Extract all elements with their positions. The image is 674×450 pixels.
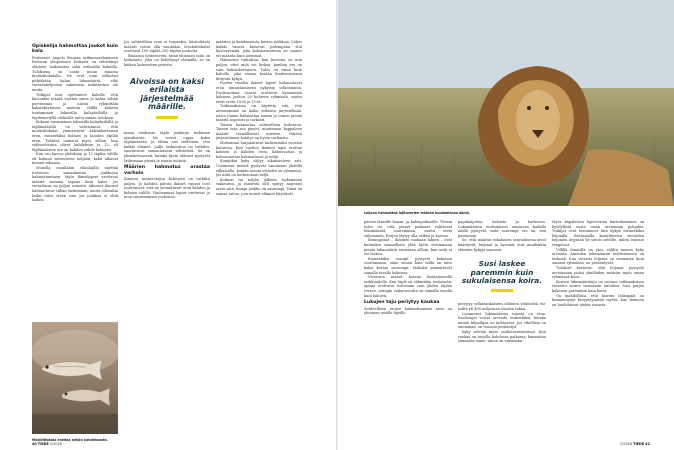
issue-number: 2/2016 <box>49 442 62 446</box>
lion-photo <box>338 0 674 206</box>
pull-quote-accent <box>491 289 513 292</box>
left-column-3 <box>216 40 302 432</box>
body-paragraph: papukaijoista, kaloista ja karhuista. Lukumäärien erottamisen omaisuus kaikilla näillä pystyvät, mitä suurempi ero on, sitä paremmin. <box>458 220 546 238</box>
lead-paragraph: Professori Angelo Bisazza tutkimusryhmineen Padovan yliopistosta Italiasta on selvittänyt eläinten laskutaitoa sekä erilaisilla kokeilla. Tuloksena on saatu muun muassa moskiittokalalla. Ne ovat nuin selkeästi pitkiäkään kalan lukumääriä, eikä vertailukelpoisia sukulaisia tutkittavina ole muita. <box>32 55 118 92</box>
body-paragraph: Jos suhteellista eroa ei tarpeeksi, käsiteltävät määrät voivat olla suuriakin. Moskiittokalat erottavat 100 täplää 200 täplän joukosta. <box>124 40 210 54</box>
body-paragraph: On mahdollista, että koirien laskupäät on himmentynyt kesyyntymisen myötä, kun ihminen on huolehtinut niiden ruoasta. <box>552 293 644 307</box>
body-paragraph: Tutkimuksissa on käytetty sitä, että aivoissamme on kaksi erilaista järjestelmää, joista toinen hahmottaa suuria ja toinen pieniä määriä nopeasti ja tarkasti. <box>216 104 302 123</box>
body-paragraph: Kyky selviää myös saalistusetsintässä. Kun ruokaa on tarjolla kahdessa paikassa, kannattaa suunnata sinne, missä on enemmän. <box>458 329 546 344</box>
pull-quote-text: Susi laskee paremmin kuin sukulaisensa koira. <box>461 259 543 285</box>
right-folio <box>620 442 650 446</box>
article-heading: Opiskelija hahmottaa joukot kuin kala <box>32 44 118 55</box>
body-paragraph: Kolmen tai neljän jälkeen laskeminen vaikeutuu, ja mielestä silti syntyy nopeasti arvio siitä, kumpi joukko on suurempi. Tämä on samaa taitoa, jota monet eläimet käyttävät. <box>216 177 302 196</box>
section-heading: Määrien hahmotus orastaa varhain <box>124 165 210 176</box>
body-paragraph: periytyy selkärankaisten eläinten yhteiseltä esi-isältä yli 400 miljoonan vuoden takaa. <box>458 302 546 311</box>
body-paragraph: Suhteellisen erojen hahmottamisen taito on yhteinen useille lajeille. <box>364 306 452 316</box>
lion-caption: Leijona hahmottaa lajitoverien määrän kuulemiensa ääniä. <box>364 211 471 215</box>
section-heading: Lukujen taju periytyy kaukaa <box>364 300 440 306</box>
issue-number: 2/2016 <box>620 442 633 446</box>
body-paragraph: Koirien lukumäärätaju on useissa tutkimuksissa verrattu susien vastaaviin taitoihin. Susi pärjää kokeissa paremmin kuin koira. <box>552 279 644 293</box>
left-page <box>0 0 336 450</box>
brand-name: TIEDE <box>633 442 645 446</box>
body-paragraph: Luonnossa lukumäärien tajusta on etua. Saalistajat voivat arvioida esimerkiksi, kuinka monta kilpailijaa ne kohtaavat. Jos vihollisia on enemmän, on viisasta perääntyä. <box>458 311 546 330</box>
body-paragraph: Kokeen toistaminen lukuisilla kalayksilöillä ja täplämäärillä on vahvistanut, että moskiittokalat ymmärtävät kaksinkertaisen eron, esimerkiksi kolmen ja kuuden täplän eron. Tehtävä onnistui myös silloin, kun vaihtoehtoina olivat kahdeksan ja 12, eli täplämäärien ero on kahden suhde kolmeen. <box>32 120 118 152</box>
body-paragraph: Kun ero kasvoi yhdeksän ja 12 täplän välille eli kolmen suhteeseen neljään, kalat alkavat mennä sekaisin. <box>32 152 118 166</box>
body-paragraph: päivän ikäisille kanan- ja kalanpoikasille. Yleisin tulos on, että pienet poikaset valitsevat lukumäärää suuremman, mutta eivät vähemmän. Erojen täytyy olla selkeä ja kasvaa. <box>364 220 452 238</box>
lion-illustration <box>338 0 674 206</box>
fish-photo <box>32 322 118 434</box>
body-paragraph: Puolen vuoden ikäiset lapset hahmottavat eron tunnistamiseen nykyisin selkeämmin. Puolivuotiaat vauvat erottavat kymmenen kohteen joukon 20 kohteen ryhmästä, mutta eivät erota 10:tä ja 15:tä. <box>216 81 302 104</box>
body-paragraph: Se, että määrän sekalaisen seurauksena aivot kääntyvät, leijonat ja hyeenat ovat muidenkin eläinten kykyjä samassa. <box>458 238 546 252</box>
fish-caption: Moskiittokala erottaa neljän kahdeksasta. <box>32 438 108 442</box>
body-paragraph: määrien ja kahdentoista kuvion joukkoja. Lähes kaikki vauvat katsovat pidempään sitä kuvioryhmää, joka kokonaisuutena on saanut eri määrän kuin aiemmat. <box>216 40 302 58</box>
body-paragraph: Vieraisen määrä kasvaa lisääntyneellä tarkkuudella. Kun täplä on vähintään seitsemän, apinat erottavat toisistaan vain yhden täplän verran, orangin vaikutusvalta on samalla tasolla kuin kalojen. <box>364 275 452 298</box>
pull-quote <box>124 78 210 119</box>
body-paragraph: Ihmisapinat – ihminen mukaan lukien – ovat kuitenkin suunnilleen yhtä hyviä erottamaan pieniä lukumääriä toisistaan silloin, kun niitä ei voi laskea. <box>364 238 452 257</box>
right-page <box>338 0 674 450</box>
body-paragraph: Tulokset kertovat, että leijonat pystyvät arvioimaan paitsi yksilöiden määrän myös oman ryhmänsä koon. <box>552 265 644 280</box>
body-paragraph: maan eriikoisia täplä joukkoja tutkitaan ajatuksesta. Ne voivat oppia kaksi täplämäärää, ja tähän asti tiedetään, että kaikki eläimet, joilla laskutaitoa on tutkittu, suoriutuvat samanlaisista tehtävistä. Se on yksinkertaisesti, kuinka hyvin eläimet pystyvät laskemaan pieniä ja suuria määriä. <box>124 130 210 163</box>
right-column-2 <box>458 220 546 434</box>
pull-quote <box>458 260 546 292</box>
left-column-2 <box>124 40 210 432</box>
page-number: 40 <box>32 442 37 446</box>
body-paragraph: Esimerkiksi orangit pystyvät kokeissa osoittamaan, onko ennen kuin niillä on taito kaksi kertaa suurempi. Makakit ymmärtävät samalla tavalla kokeissa. <box>364 256 452 275</box>
body-paragraph: Villillä ihmisillä on yksi, väliltä monen kyky arvioida. Aineiden lukumäärän selvittäminen on tärkeää. Kun vieraita leijonia on enemmän kuin omassa ryhmässä, ne perääntyvät. <box>552 247 644 266</box>
body-paragraph: Bisazzan tyhteenveto: tämä yhteinen taito on laskutaito, joka on kehittynyt eläimillä, se on kaiken laskemisen perusta. <box>124 53 210 67</box>
fish-illustration <box>32 322 118 434</box>
right-column-3 <box>552 220 644 434</box>
body-paragraph: Ihmisen numerotajun kehitystä on tutkittu paljon. Jo kahden päivän ikäiset vauvat ovat osoittaneet, että ne ymmärtävät eron kahden ja kolmen välillä. Vanhemmat lapset erottavat jo eroa suuremmissa joukoissa. <box>124 176 210 200</box>
page-number: 41 <box>645 442 650 446</box>
body-paragraph: Toinen hahmottaa suhteellista kokoeroa. Toinen taas saa pienet, muutaman kappaleen määrät täsmällisesti mieleen. Näiden järjestelmien kehitys on hyvin varhaista. <box>216 122 302 141</box>
body-paragraph: Myös käpalevien lajitoverien kartoittaminen on hyödyllistä osata oman arvioinnin pohjaksi. Tutkijat ovat testanneet tätä kykyä esimerkiksi leijonilla. Soittamalla kaiuttimesta vieraiden leijonien ärjyntää he saivat selville, miten leijonat reagoivat. <box>552 220 644 247</box>
body-paragraph: Tutkijat ovat opettaneet kaloille, että kuvioiden määrä erottaa sinne ja kahta vähän parvienmia ja näistä ryhmittäin kaksinkertaisen määrän välillä. Kokeen toistaminen lukuisilla kalayksilöillä ja täydennetyllä otoksella antoi saman tuloksen. <box>32 92 118 120</box>
body-paragraph: Monella muullakin eläinlajilla näyttää toistuvan samanlainen joukkojen hahmottaminen. Myös ihmislapset erottavat määriä samaan tapaan kuin kalat, jos vertailussa on paljon esineitä. Aikuiset ihmiset hahmottavat vähän tarkemmin, mutta silloinkin lasku tulee eteen vain jos joukkoa ei ehdi laskea. <box>32 166 118 203</box>
left-folio <box>32 442 62 446</box>
body-paragraph: Kumpikin kyky säilyy aikuisuuteen asti. Useimmat meistä pystyvät sanomaan yhdellä vilkaisulla, kuinka monta esinettä on ryhmässä, jos niitä on korkeintaan neljä. <box>216 159 302 178</box>
pull-quote-accent <box>156 116 178 119</box>
right-column-1 <box>364 220 452 434</box>
left-column-1 <box>32 42 118 318</box>
brand-name: TIEDE <box>37 442 49 446</box>
body-paragraph: Hahmotus vaikuttaa, kun kuvioita on niin paljon, ettei niitä voi laskea, kunhan ero on vain kaksinkertainen. Tulos on sama kuin kaloilla, joka vastaa heidän kuulemiseensa liittyvää kykyä. <box>216 58 302 81</box>
pull-quote-text: Aivoissa on kaksi erilaista järjestelmää määrille. <box>130 76 204 112</box>
body-paragraph: Molemmat harjaantuvat tarkemmiksi vuosien kuluessa. Kun vuoden ikäinen lapsi erottaa kolmen ja kahden eron, kaksivuotias ja kolmevuotias hahmottavat jo neljä. <box>216 141 302 159</box>
